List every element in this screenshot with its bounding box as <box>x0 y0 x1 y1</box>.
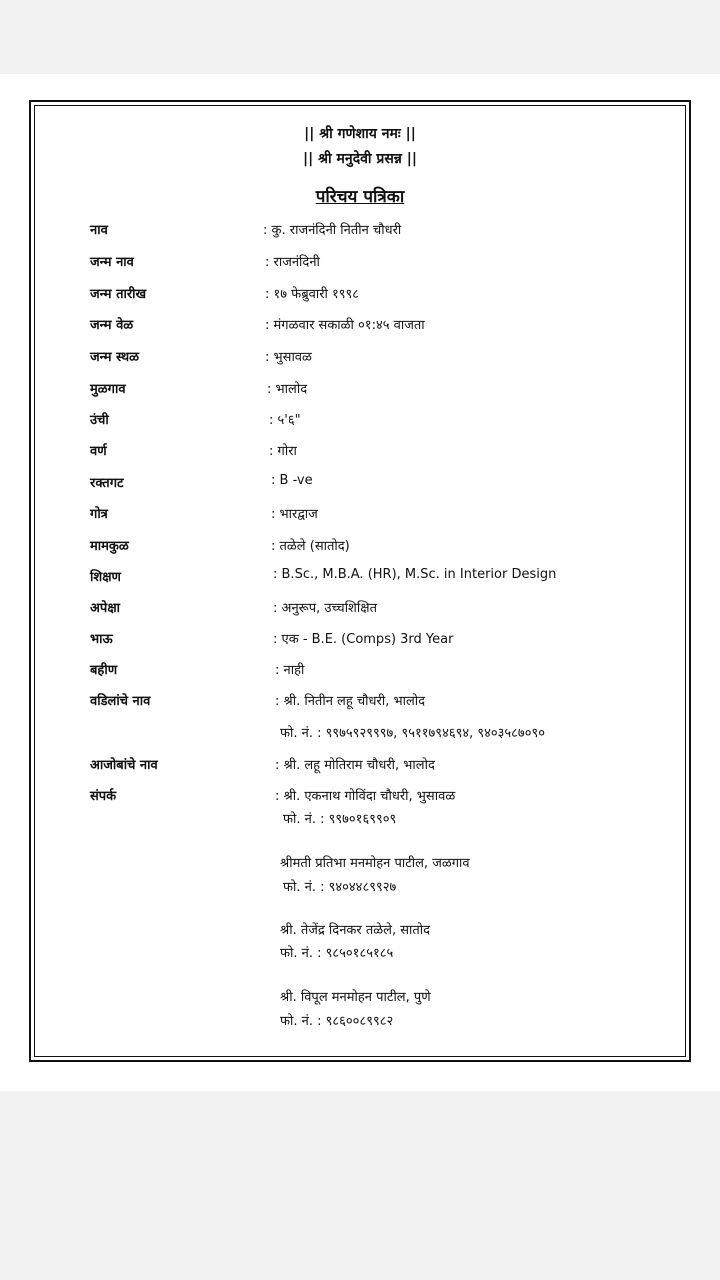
field-row-native-place <box>0 379 720 401</box>
field-value: : भालोद <box>267 382 308 397</box>
field-label: गोत्र <box>90 507 108 522</box>
field-value: : गोरा <box>269 444 297 459</box>
field-value: : एक - B.E. (Comps) 3rd Year <box>273 632 454 647</box>
field-label: नाव <box>90 223 108 238</box>
biodata-page <box>0 74 720 1091</box>
field-value: : B.Sc., M.B.A. (HR), M.Sc. in Interior Design <box>273 567 557 582</box>
invocation-line-2: || श्री मनुदेवी प्रसन्न || <box>303 151 417 167</box>
field-label: मुळगाव <box>90 382 126 397</box>
field-row-birth-name <box>0 252 720 274</box>
contact-1-phone: फो. नं. : ९९७०१६९९०९ <box>283 812 397 827</box>
field-label: उंची <box>90 413 109 428</box>
invocation-line-1: || श्री गणेशाय नमः || <box>304 126 416 142</box>
field-value: : राजनंदिनी <box>265 255 320 270</box>
field-row-grandfather-name <box>0 755 720 777</box>
contact-2-name: श्रीमती प्रतिभा मनमोहन पाटील, जळगाव <box>280 856 470 871</box>
field-row-maternal-family <box>0 536 720 558</box>
field-row-contact <box>0 786 720 808</box>
contact-4-name: श्री. विपूल मनमोहन पाटील, पुणे <box>280 990 431 1005</box>
father-phone: फो. नं. : ९९७५९२९९९७, ९५११७९४६९४, ९४०३५८७०९० <box>280 726 545 741</box>
field-label: जन्म स्थळ <box>90 350 140 365</box>
field-label: भाऊ <box>90 632 113 647</box>
field-row-birth-place <box>0 347 720 369</box>
field-row-blood-group <box>0 473 720 495</box>
field-row-birth-date <box>0 284 720 306</box>
field-value: : तळेले (सातोद) <box>271 539 350 554</box>
field-row-birth-time <box>0 315 720 337</box>
field-label: जन्म नाव <box>90 255 134 270</box>
field-value: : श्री. लहू मोतिराम चौधरी, भालोद <box>275 758 435 773</box>
field-label: अपेक्षा <box>90 601 121 616</box>
field-value: : B -ve <box>271 473 313 488</box>
page-title: परिचय पत्रिका <box>315 187 405 207</box>
field-value: : अनुरूप, उच्चशिक्षित <box>273 601 377 616</box>
field-row-complexion <box>0 441 720 463</box>
field-row-height <box>0 410 720 432</box>
field-label: जन्म वेळ <box>90 318 134 333</box>
field-value: : कु. राजनंदिनी नितीन चौधरी <box>263 223 402 238</box>
contact-3-phone: फो. नं. : ९८५०१८५१८५ <box>280 946 394 961</box>
field-label: वडिलांचे नाव <box>90 694 151 709</box>
field-row-education <box>0 567 720 589</box>
contact-4-phone: फो. नं. : ९८६००८९९८२ <box>280 1014 394 1029</box>
field-row-brother <box>0 629 720 651</box>
field-value: : नाही <box>275 663 305 678</box>
field-value: : श्री. नितीन लहू चौधरी, भालोद <box>275 694 426 709</box>
field-label: रक्तगट <box>90 476 124 491</box>
field-value: : भुसावळ <box>265 350 312 365</box>
contact-2-phone: फो. नं. : ९४०४४८९९२७ <box>283 880 397 895</box>
field-row-expectation <box>0 598 720 620</box>
field-label: मामकुळ <box>90 539 129 554</box>
field-row-gotra <box>0 504 720 526</box>
field-label: आजोबांचे नाव <box>90 758 158 773</box>
field-label: वर्ण <box>90 444 107 459</box>
field-value: : भारद्वाज <box>271 507 318 522</box>
field-label: शिक्षण <box>90 570 121 585</box>
field-label: संपर्क <box>90 789 117 804</box>
field-value: : श्री. एकनाथ गोविंदा चौधरी, भुसावळ <box>275 789 456 804</box>
contact-3-name: श्री. तेजेंद्र दिनकर तळेले, सातोद <box>280 923 431 938</box>
field-label: जन्म तारीख <box>90 287 147 302</box>
field-label: बहीण <box>90 663 118 678</box>
field-value: : ५'६" <box>269 413 301 428</box>
field-row-sister <box>0 660 720 682</box>
field-row-name <box>0 220 720 242</box>
field-row-father-name <box>0 691 720 713</box>
field-value: : १७ फेब्रुवारी १९९८ <box>265 287 360 302</box>
field-value: : मंगळवार सकाळी ०१:४५ वाजता <box>265 318 425 333</box>
